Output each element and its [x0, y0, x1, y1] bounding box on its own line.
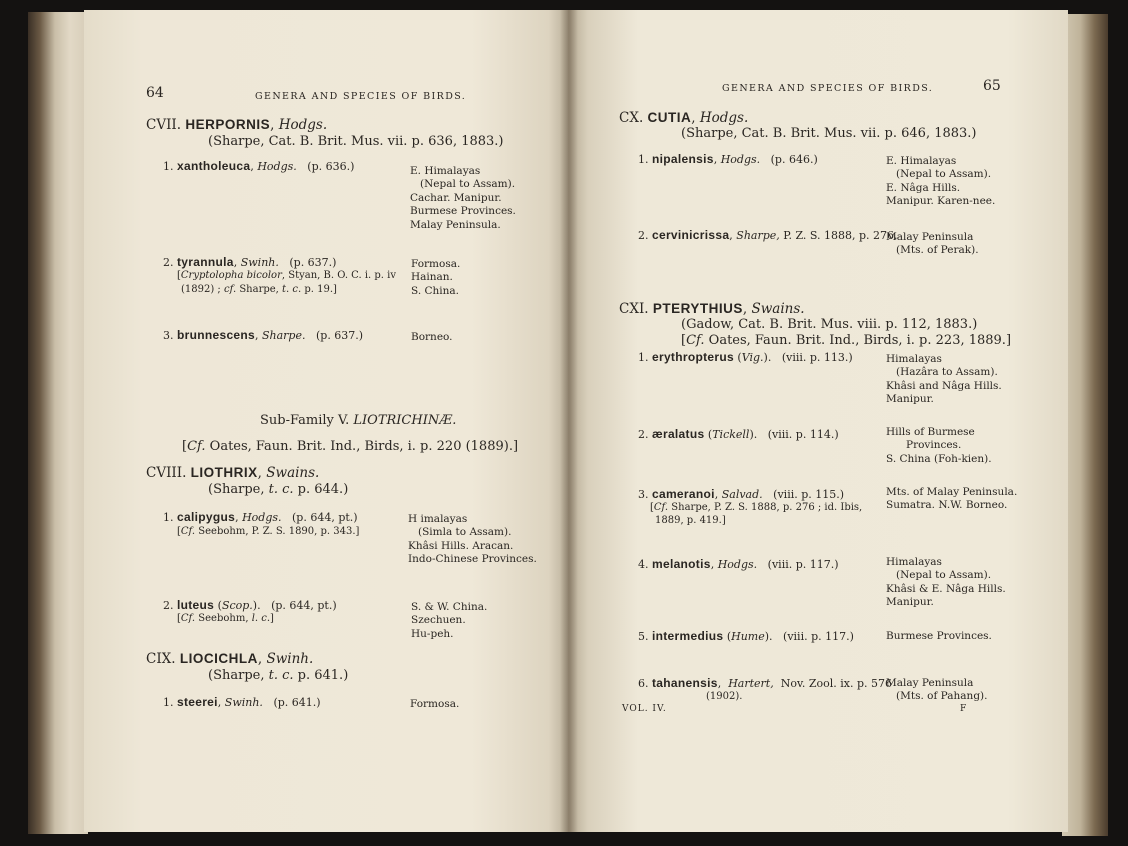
genus-heading: CIX. LIOCICHLA, Swinh.: [146, 651, 314, 667]
genus-reference: (Gadow, Cat. B. Brit. Mus. viii. p. 112, 1883.): [681, 317, 978, 332]
genus-heading: CVII. HERPORNIS, Hodgs.: [146, 117, 328, 133]
species-distribution: Malay Peninsula (Mts. of Pahang).: [886, 677, 988, 703]
genus-reference: (Sharpe, Cat. B. Brit. Mus. vii. p. 636, 1883.): [208, 134, 504, 149]
species-entry: 2. tyrannula, Swinh. (p. 637.): [163, 255, 337, 269]
genus-heading: CX. CUTIA, Hodgs.: [619, 110, 749, 126]
species-distribution: Burmese Provinces.: [886, 630, 992, 642]
species-entry: 1. steerei, Swinh. (p. 641.): [163, 695, 321, 709]
genus-heading: CVIII. LIOTHRIX, Swains.: [146, 465, 320, 481]
species-entry: 1. erythropterus (Vig.). (viii. p. 113.): [638, 350, 853, 364]
book-edge-right: [1062, 14, 1108, 836]
species-entry: 3. brunnescens, Sharpe. (p. 637.): [163, 328, 364, 342]
species-entry: 1. calipygus, Hodgs. (p. 644, pt.): [163, 510, 358, 524]
species-distribution: E. Himalayas (Nepal to Assam). E. Nâga Hills. Manipur. Karen-nee.: [886, 155, 996, 208]
species-entry: 4. melanotis, Hodgs. (viii. p. 117.): [638, 557, 839, 571]
species-distribution: Hills of Burmese Provinces. S. China (Foh-kien).: [886, 426, 992, 465]
species-synonym: [Cf. Sharpe, P. Z. S. 1888, p. 276 ; id. Ibis,: [650, 502, 863, 513]
species-synonym: [Cf. Seebohm, P. Z. S. 1890, p. 343.]: [177, 526, 360, 537]
left-page-number: 64: [146, 85, 164, 101]
species-entry: 1. xantholeuca, Hodgs. (p. 636.): [163, 159, 355, 173]
volume-footer: VOL. IV.: [622, 704, 667, 714]
species-distribution: E. Himalayas (Nepal to Assam). Cachar. Manipur. Burmese Provinces. Malay Peninsula.: [410, 165, 516, 231]
genus-reference: (Sharpe, t. c. p. 641.): [208, 668, 349, 683]
species-entry: 2. cervinicrissa, Sharpe, P. Z. S. 1888, p. 276.: [638, 228, 898, 242]
species-reference-year: (1902).: [706, 691, 743, 702]
subfamily-reference: [Cf. Oates, Faun. Brit. Ind., Birds, i. p. 220 (1889).]: [182, 439, 519, 454]
genus-reference: [Cf. Oates, Faun. Brit. Ind., Birds, i. p. 223, 1889.]: [681, 333, 1012, 348]
species-distribution: Formosa. Hainan. S. China.: [411, 258, 461, 297]
species-synonym: [Cryptolopha bicolor, Styan, B. O. C. i. p. iv: [177, 270, 396, 281]
species-entry: 2. luteus (Scop.). (p. 644, pt.): [163, 598, 337, 612]
species-synonym: (1892) ; cf. Sharpe, t. c. p. 19.]: [181, 284, 337, 295]
genus-reference: (Sharpe, t. c. p. 644.): [208, 482, 349, 497]
book-edge-left: [28, 12, 88, 834]
species-distribution: Malay Peninsula (Mts. of Perak).: [886, 231, 979, 257]
species-distribution: Borneo.: [411, 331, 453, 343]
species-synonym: [Cf. Seebohm, l. c.]: [177, 613, 274, 624]
book-gutter: [560, 10, 578, 832]
species-entry: 6. tahanensis, Hartert, Nov. Zool. ix. p. 576: [638, 676, 893, 690]
genus-heading: CXI. PTERYTHIUS, Swains.: [619, 301, 805, 317]
species-distribution: S. & W. China. Szechuen. Hu-peh.: [411, 601, 488, 640]
species-synonym: 1889, p. 419.]: [655, 515, 726, 526]
subfamily-title: Sub-Family V. LIOTRICHINÆ.: [260, 413, 457, 428]
species-distribution: Himalayas (Nepal to Assam). Khâsi & E. Nâga Hills. Manipur.: [886, 556, 1006, 609]
right-page-number: 65: [983, 78, 1001, 94]
species-entry: 5. intermedius (Hume). (viii. p. 117.): [638, 629, 854, 643]
species-distribution: Formosa.: [410, 698, 460, 710]
species-distribution: H imalayas (Simla to Assam). Khâsi Hills. Aracan. Indo-Chinese Provinces.: [408, 513, 537, 566]
species-distribution: Himalayas (Hazâra to Assam). Khâsi and Nâga Hills. Manipur.: [886, 353, 1002, 406]
signature-mark: F: [960, 704, 968, 714]
right-running-head: GENERA AND SPECIES OF BIRDS.: [722, 83, 934, 94]
species-entry: 2. æralatus (Tickell). (viii. p. 114.): [638, 427, 839, 441]
species-entry: 1. nipalensis, Hodgs. (p. 646.): [638, 152, 818, 166]
genus-reference: (Sharpe, Cat. B. Brit. Mus. vii. p. 646, 1883.): [681, 126, 977, 141]
species-distribution: Mts. of Malay Peninsula. Sumatra. N.W. Borneo.: [886, 486, 1018, 512]
left-running-head: GENERA AND SPECIES OF BIRDS.: [255, 91, 467, 102]
species-entry: 3. cameranoi, Salvad. (viii. p. 115.): [638, 487, 845, 501]
